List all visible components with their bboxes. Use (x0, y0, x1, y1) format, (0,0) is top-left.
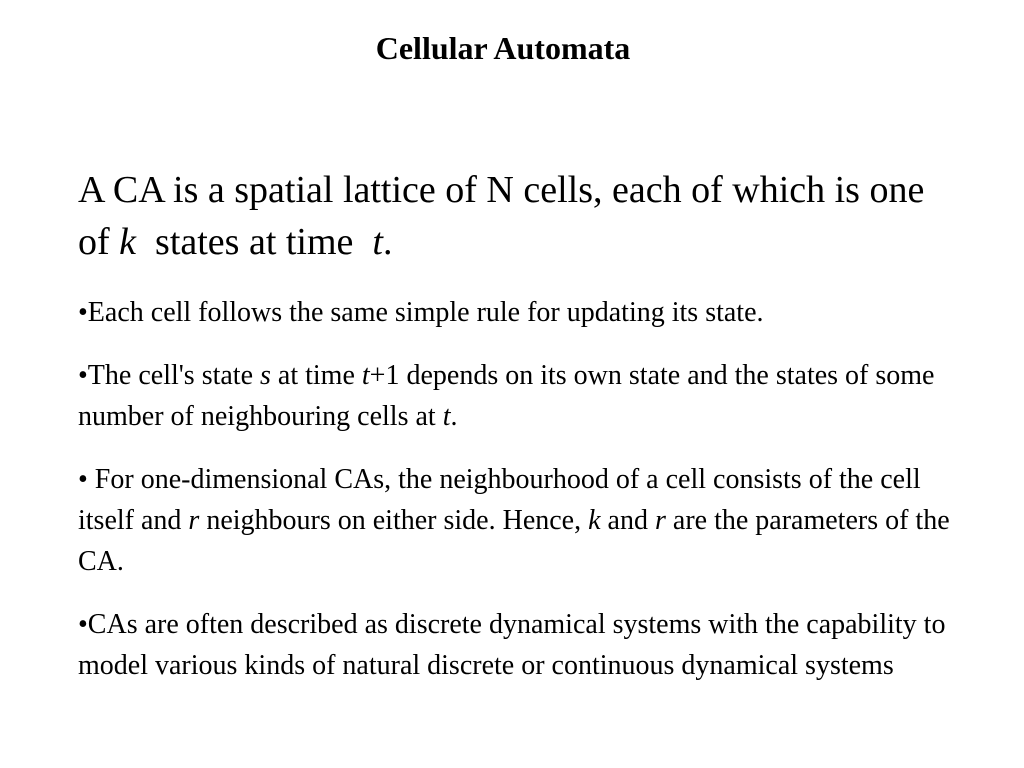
intro-text-3: . (382, 221, 393, 263)
bullet-2-var-t2: t (442, 401, 451, 432)
bullet-2-var-t: t (361, 360, 370, 391)
slide-body (78, 164, 958, 708)
bullet-neighbourhood (78, 459, 958, 582)
bullet-3-text-3: and (600, 505, 655, 536)
bullet-3-var-r: r (188, 505, 200, 536)
bullet-2-text-4: . (450, 401, 458, 432)
bullet-state-dependency (78, 355, 958, 437)
bullet-3-text-2: neighbours on either side. Hence, (199, 505, 589, 536)
bullet-2-var-s: s (260, 360, 271, 391)
bullet-2-text-2: at time (270, 360, 362, 391)
slide-title: Cellular Automata (375, 30, 631, 66)
intro-text-2: states at time (136, 221, 373, 263)
bullet-1-text: •Each cell follows the same simple rule for updating its state. (78, 297, 764, 328)
intro-var-t: t (372, 221, 383, 263)
bullet-3-text-1: • For one-dimensional CAs, the neighbourhood of a cell consists of the cell itself and (78, 464, 921, 536)
bullet-2-text-1: •The cell's state (78, 360, 260, 391)
bullet-2-text-3: +1 depends on its own state and the states of some number of neighbouring cells at (78, 360, 935, 432)
bullet-4-text: •CAs are often described as discrete dynamical systems with the capability to model various kinds of natural discrete or continuous dynamical systems (78, 609, 946, 681)
bullet-3-var-r2: r (654, 505, 666, 536)
bullet-update-rule (78, 292, 958, 333)
bullet-dynamical-systems (78, 604, 958, 686)
bullet-3-text-4: are the parameters of the CA. (78, 505, 950, 577)
bullet-3-var-k: k (588, 505, 601, 536)
intro-text-1: A CA is a spatial lattice of N cells, each of which is one of (78, 169, 925, 263)
intro-var-k: k (119, 221, 137, 263)
intro-paragraph (78, 164, 958, 268)
